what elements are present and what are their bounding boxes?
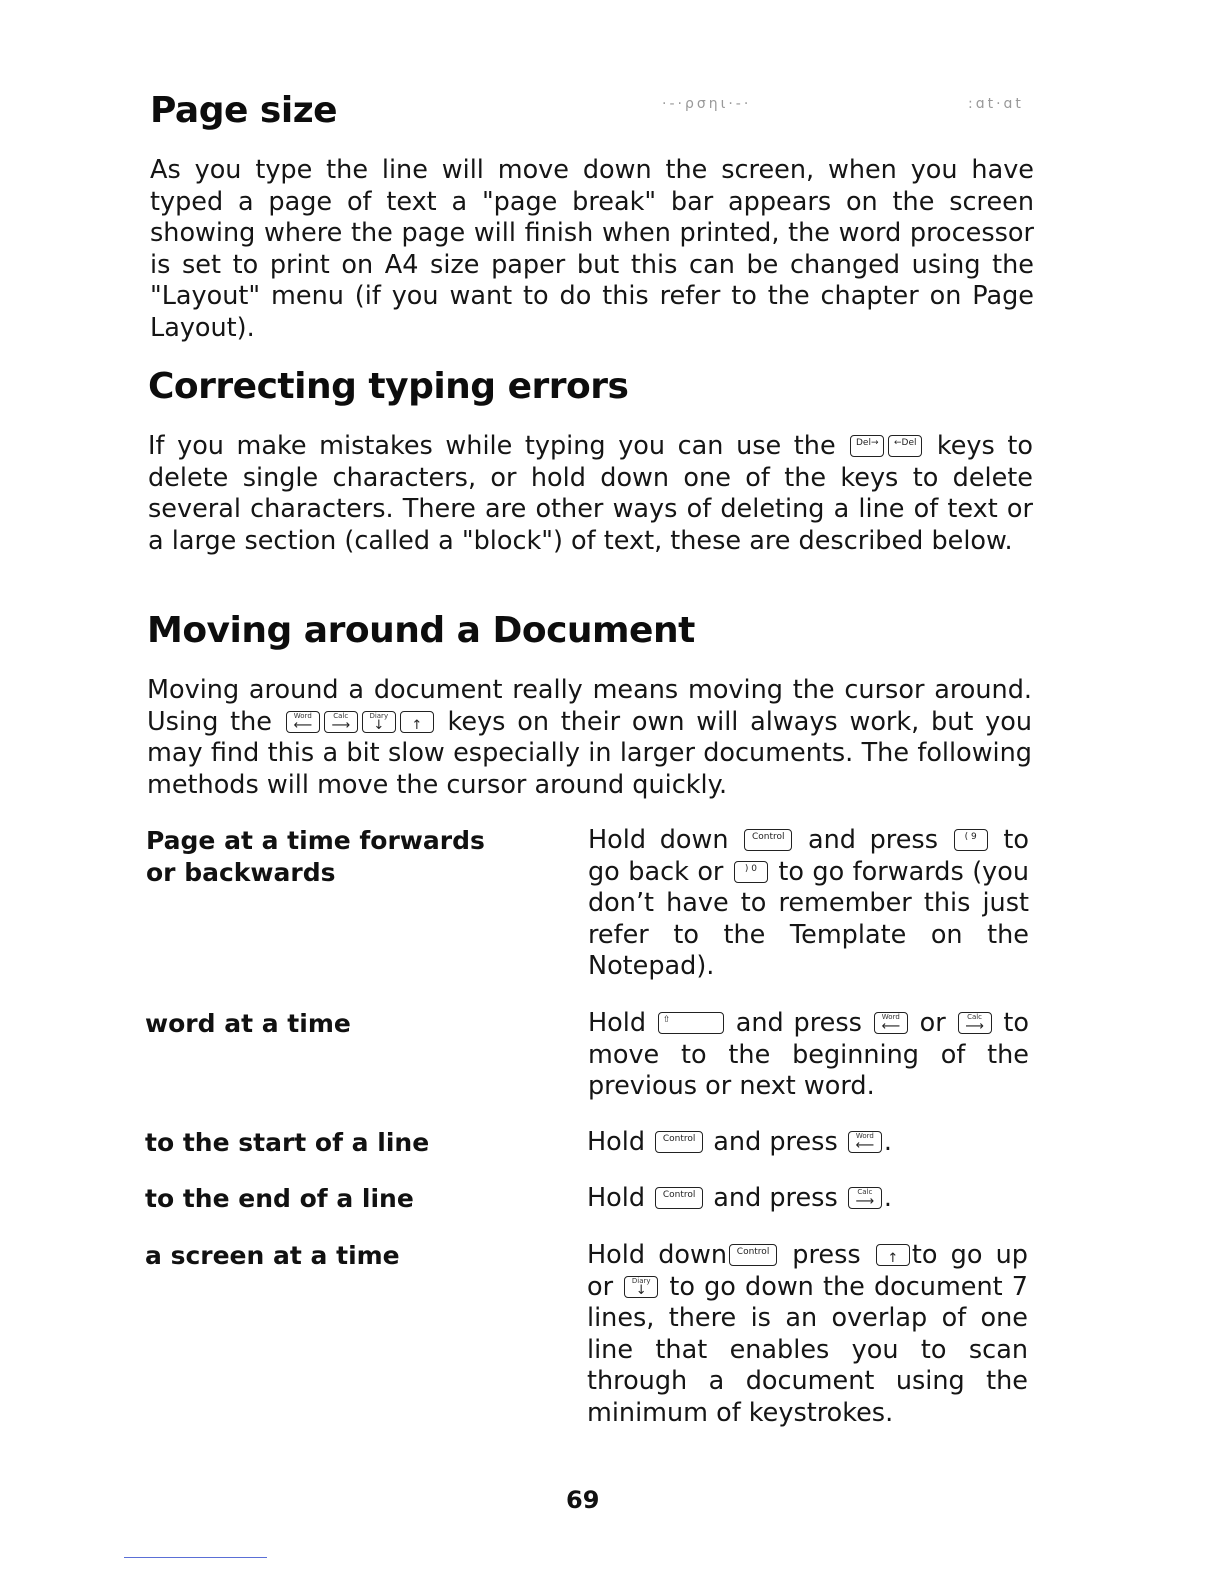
footnote-rule (124, 1557, 267, 1558)
control-key-icon-4: Control (729, 1244, 777, 1266)
moving-text-before: Moving around a document really means moving the cursor around. Using the (147, 675, 1032, 737)
method-line-end-desc: Hold Control and press Calc ⟶ . (587, 1183, 892, 1213)
moving-paragraph (147, 675, 1032, 801)
method-word-desc: Hold ⇧ and press Word ⟵ or Calc ⟶ to move to the beginning of the previous or next word. (588, 1008, 1030, 1101)
page-number: 69 (566, 1486, 600, 1514)
correcting-paragraph (148, 431, 1033, 557)
method-screen-label: a screen at a time (145, 1241, 400, 1270)
del-left-key-icon: ←Del (888, 435, 922, 457)
scan-noise-mid: ·-·ρσηι·-· (662, 96, 752, 112)
method-screen-desc: Hold down Control press ↑ to go up or Diary ↓ to go down the document 7 lines, there is an overlap of one line that enables you to scan through a document using the minimum of keystrokes. (587, 1240, 1028, 1428)
method-line-start-desc: Hold Control and press Word ⟵ . (587, 1127, 892, 1157)
control-key-icon-2: Control (655, 1131, 703, 1153)
correcting-text-before: If you make mistakes while typing you can use the (148, 431, 836, 461)
method-line-start-label: to the start of a line (145, 1128, 430, 1157)
zero-key-icon: ) 0 (734, 861, 768, 883)
word-key-icon-2: Word ⟵ (874, 1012, 908, 1034)
method-page-desc: Hold down Control and press ( 9 to go back or ) 0 to go forwards (you don’t have to remember this just refer to the Template on the Notepad). (588, 825, 1030, 981)
calc-key-icon-3: Calc ⟶ (848, 1187, 882, 1209)
word-key-icon: Word ⟵ (286, 711, 320, 733)
correcting-text-after: keys to delete single characters, or hold down one of the keys to delete several characters. There are other ways of deleting a line of text or a large section (called a "block") of text, these are described below. (148, 431, 1033, 556)
control-key-icon-3: Control (655, 1187, 703, 1209)
method-page-label-line2: or backwards (146, 857, 336, 887)
up-arrow-key-icon-2: ↑ (876, 1244, 910, 1266)
shift-key-icon: ⇧ (658, 1012, 724, 1034)
nine-key-icon: ( 9 (954, 829, 988, 851)
heading-page-size: Page size (150, 90, 338, 131)
diary-down-key-icon: Diary ↓ (362, 711, 396, 733)
calc-key-icon: Calc ⟶ (324, 711, 358, 733)
moving-text-after: keys on their own will always work, but you may find this a bit slow especially in larger documents. The following methods will move the cursor around quickly. (147, 706, 1033, 800)
method-page-label-line1: Page at a time forwards (146, 826, 485, 855)
scan-noise-right: :ɑt·ɑt (968, 96, 1024, 112)
page-size-paragraph: As you type the line will move down the screen, when you have typed a page of text a "page break" bar appears on the screen showing where the page will finish when printed, the word processor is set to print on A4 size paper but this can be changed using the "Layout" menu (if you want to do this refer to the chapter on Page Layout). (150, 155, 1034, 343)
heading-correcting-errors: Correcting typing errors (148, 366, 629, 407)
calc-key-icon-2: Calc ⟶ (958, 1012, 992, 1034)
method-page-label (146, 825, 485, 888)
diary-down-key-icon-2: Diary ↓ (624, 1276, 658, 1298)
word-key-icon-3: Word ⟵ (848, 1131, 882, 1153)
del-right-key-icon: Del→ (850, 435, 884, 457)
method-line-end-label: to the end of a line (145, 1184, 414, 1213)
up-arrow-key-icon: ↑ (400, 711, 434, 733)
heading-moving-around: Moving around a Document (147, 610, 695, 651)
method-word-label: word at a time (145, 1009, 351, 1038)
control-key-icon: Control (744, 829, 792, 851)
